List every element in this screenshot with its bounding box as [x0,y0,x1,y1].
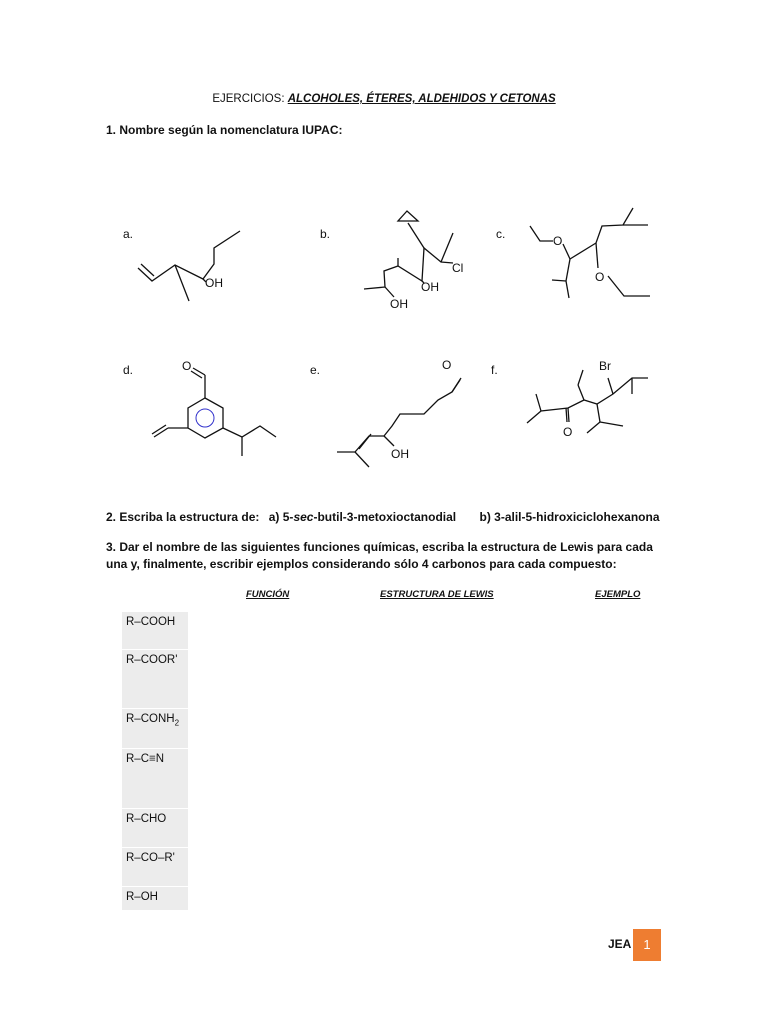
molecule-a-oh: OH [205,276,223,290]
label-a: a. [123,227,134,241]
molecule-e-oh: OH [391,447,409,461]
label-b: b. [320,227,331,241]
table-row: R–CO–R' [122,848,188,886]
molecule-c-o-lower: O [595,270,605,284]
table-row: R–C≡N [122,749,188,808]
table-header-funcion: FUNCIÓN [246,589,290,600]
molecule-e-aldehyde-o: O [442,358,452,372]
question-2-part-a: a) 5-sec-butil-3-metoxioctanodial [268,510,457,524]
title-topic: ALCOHOLES, ÉTERES, ALDEHIDOS Y CETONAS [287,93,556,105]
molecule-b-cl: Cl [452,261,464,275]
question-1: 1. Nombre según la nomenclatura IUPAC: [106,123,343,137]
molecule-d-aldehyde-o: O [182,359,192,373]
molecule-b-oh-lower: OH [390,297,408,311]
table-row: R–COOH [122,612,188,649]
molecule-b-oh-upper: OH [421,280,439,294]
question-2-label: 2. Escriba la estructura de: [106,510,260,524]
molecule-f-br: Br [599,359,611,373]
question-3-line-1: 3. Dar el nombre de las siguientes funciones químicas, escriba la estructura de Lewis para cada [106,540,653,554]
table-row: R–OH [122,887,188,910]
molecule-f-ketone-o: O [563,425,573,439]
table-row: R–COOR' [122,650,188,708]
label-f: f. [491,363,498,377]
label-d: d. [123,363,134,377]
question-2-part-b: b) 3-alil-5-hidroxiciclohexanona [479,510,660,524]
title-prefix: EJERCICIOS: [212,93,288,105]
table-row: $R-CONH_2$ [122,709,188,748]
question-3-line-2: una y, finalmente, escribir ejemplos considerando sólo 4 carbonos para cada compuesto: [106,557,617,571]
table-row: R–CHO [122,809,188,847]
table-header-ejemplo: EJEMPLO [595,589,641,600]
label-c: c. [496,227,506,241]
page-number: 1 [633,929,661,961]
molecule-c-o-upper: O [553,234,563,248]
label-e: e. [310,363,321,377]
question-2 [106,510,660,524]
table-header-lewis: ESTRUCTURA DE LEWIS [380,589,494,600]
footer-author: JEA [608,937,632,951]
